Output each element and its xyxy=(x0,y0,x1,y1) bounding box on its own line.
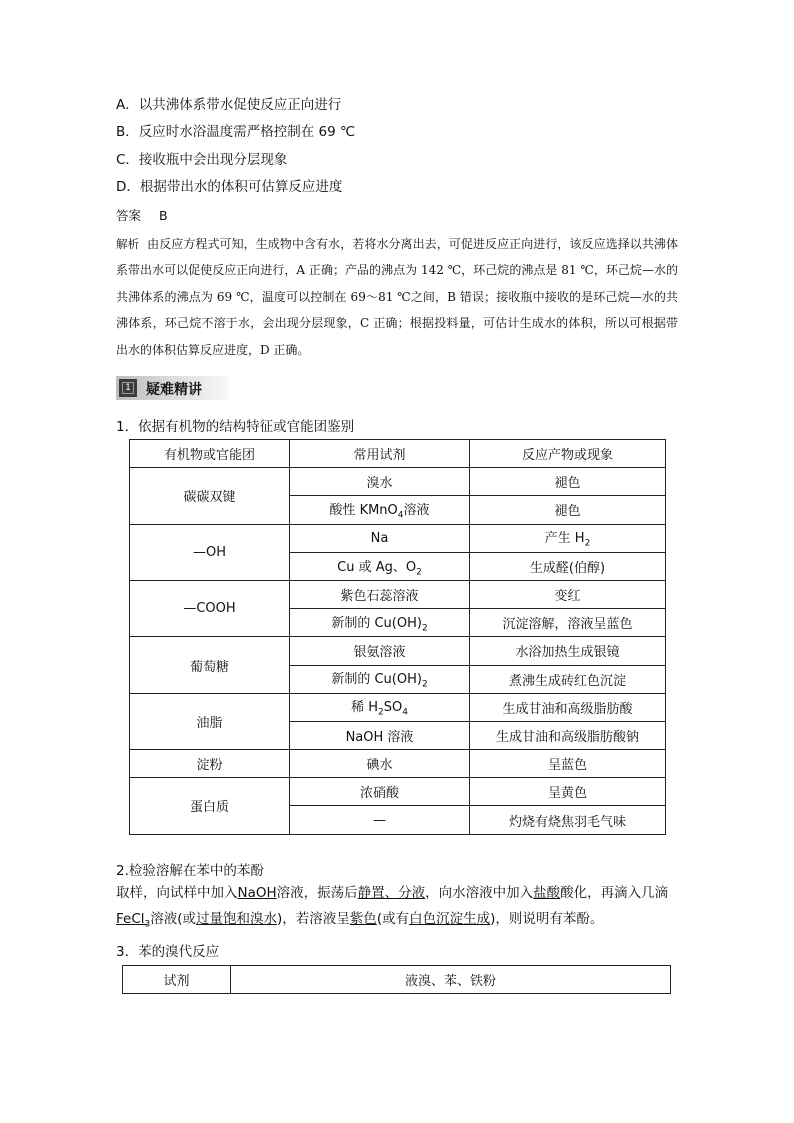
reagent-cell: 新制的 $Cu(OH)_2$ xyxy=(290,665,470,693)
group-name: 碳碳双键 xyxy=(130,468,290,524)
table-row xyxy=(130,580,666,608)
reagent-cell: 银氨溶液 xyxy=(290,637,470,665)
heading-2: 2.检验溶解在苯中的苯酚 xyxy=(116,863,264,879)
option-c: C．接收瓶中会出现分层现象 xyxy=(116,152,288,168)
result-cell: 褪色 xyxy=(470,496,666,524)
reagent-cell: 稀 $H_2SO_4$ xyxy=(290,693,470,721)
section-number: 1 xyxy=(122,382,134,394)
reagent-cell: 新制的 $Cu(OH)_2$ xyxy=(290,609,470,637)
answer-value: B xyxy=(158,208,168,223)
table-row xyxy=(130,750,666,778)
reagent-cell: Cu 或 Ag、$O_2$ xyxy=(290,552,470,580)
table-header: 有机物或官能团 xyxy=(130,440,290,468)
table-row xyxy=(130,524,666,552)
group-name: 淀粉 xyxy=(130,750,290,778)
option-b: B．反应时水浴温度需严格控制在 69 ℃ xyxy=(116,124,356,140)
group-name: 油脂 xyxy=(130,693,290,749)
group-name: 葡萄糖 xyxy=(130,637,290,693)
reagent-value: 液溴、苯、铁粉 xyxy=(231,966,671,994)
reagent-cell: 紫色石蕊溶液 xyxy=(290,580,470,608)
reagent-cell: 浓硝酸 xyxy=(290,778,470,806)
analysis-label: 解析 xyxy=(116,237,140,251)
group-name: —COOH xyxy=(130,580,290,636)
reagent-cell: 酸性 KMnO$_4$溶液 xyxy=(290,496,470,524)
reagent-cell: Na xyxy=(290,524,470,552)
table-header: 反应产物或现象 xyxy=(470,440,666,468)
reagent-cell: 溴水 xyxy=(290,468,470,496)
analysis-text: 由反应方程式可知，生成物中含有水，若将水分离出去，可促进反应正向进行，该反应选择以共沸体系带出水可以促使反应正向进行，A 正确；产品的沸点为 142 ℃，环己烷的沸点是 81 ℃，环己烷—水的共沸体系的沸点为 69 ℃，温度可以控制在 69～81 ℃之间，B 错误；接收瓶中接收的是环己烷—水的共沸体系，环己烷不溶于水，会出现分层现象，C 正确；根据投料量，可估计生成水的体积，所以可根据带出水的体积估算反应进度，D 正确。 xyxy=(116,237,678,357)
group-name: 蛋白质 xyxy=(130,778,290,834)
reagent-cell: — xyxy=(290,806,470,834)
result-cell: 产生 $H_2$ xyxy=(470,524,666,552)
bromination-table xyxy=(122,965,671,994)
analysis-paragraph xyxy=(116,231,678,363)
result-cell: 煮沸生成砖红色沉淀 xyxy=(470,665,666,693)
table-header: 常用试剂 xyxy=(290,440,470,468)
phenol-test-paragraph: 取样，向试样中加入NaOH溶液，振荡后静置、分液，向水溶液中加入盐酸酸化，再滴入几滴FeCl$_3$溶液(或过量饱和溴水)，若溶液呈紫色(或有白色沉淀生成)，则说明有苯酚。 xyxy=(116,885,669,930)
result-cell: 灼烧有烧焦羽毛气味 xyxy=(470,806,666,834)
result-cell: 生成甘油和高级脂肪酸钠 xyxy=(470,721,666,749)
option-d: D．根据带出水的体积可估算反应进度 xyxy=(116,179,343,195)
result-cell: 呈蓝色 xyxy=(470,750,666,778)
table-row xyxy=(130,693,666,721)
result-cell: 变红 xyxy=(470,580,666,608)
table-row xyxy=(130,637,666,665)
table-row xyxy=(130,778,666,806)
section-banner xyxy=(116,376,228,400)
result-cell: 褪色 xyxy=(470,468,666,496)
section-title: 疑难精讲 xyxy=(146,382,202,398)
result-cell: 水浴加热生成银镜 xyxy=(470,637,666,665)
heading-3: 3．苯的溴代反应 xyxy=(116,944,220,960)
table-row xyxy=(123,966,671,994)
reagent-cell: 碘水 xyxy=(290,750,470,778)
reagent-label: 试剂 xyxy=(123,966,231,994)
result-cell: 生成醛(伯醇) xyxy=(470,552,666,580)
section-number-icon xyxy=(119,379,137,397)
group-name: —OH xyxy=(130,524,290,580)
answer-line xyxy=(116,206,168,224)
option-a: A．以共沸体系带水促使反应正向进行 xyxy=(116,97,342,113)
table-header-row xyxy=(130,440,666,468)
result-cell: 呈黄色 xyxy=(470,778,666,806)
identification-table xyxy=(129,439,666,835)
reagent-cell: NaOH 溶液 xyxy=(290,721,470,749)
result-cell: 沉淀溶解，溶液呈蓝色 xyxy=(470,609,666,637)
result-cell: 生成甘油和高级脂肪酸 xyxy=(470,693,666,721)
answer-label: 答案 xyxy=(116,208,142,223)
heading-1: 1．依据有机物的结构特征或官能团鉴别 xyxy=(116,419,355,435)
table-row xyxy=(130,468,666,496)
